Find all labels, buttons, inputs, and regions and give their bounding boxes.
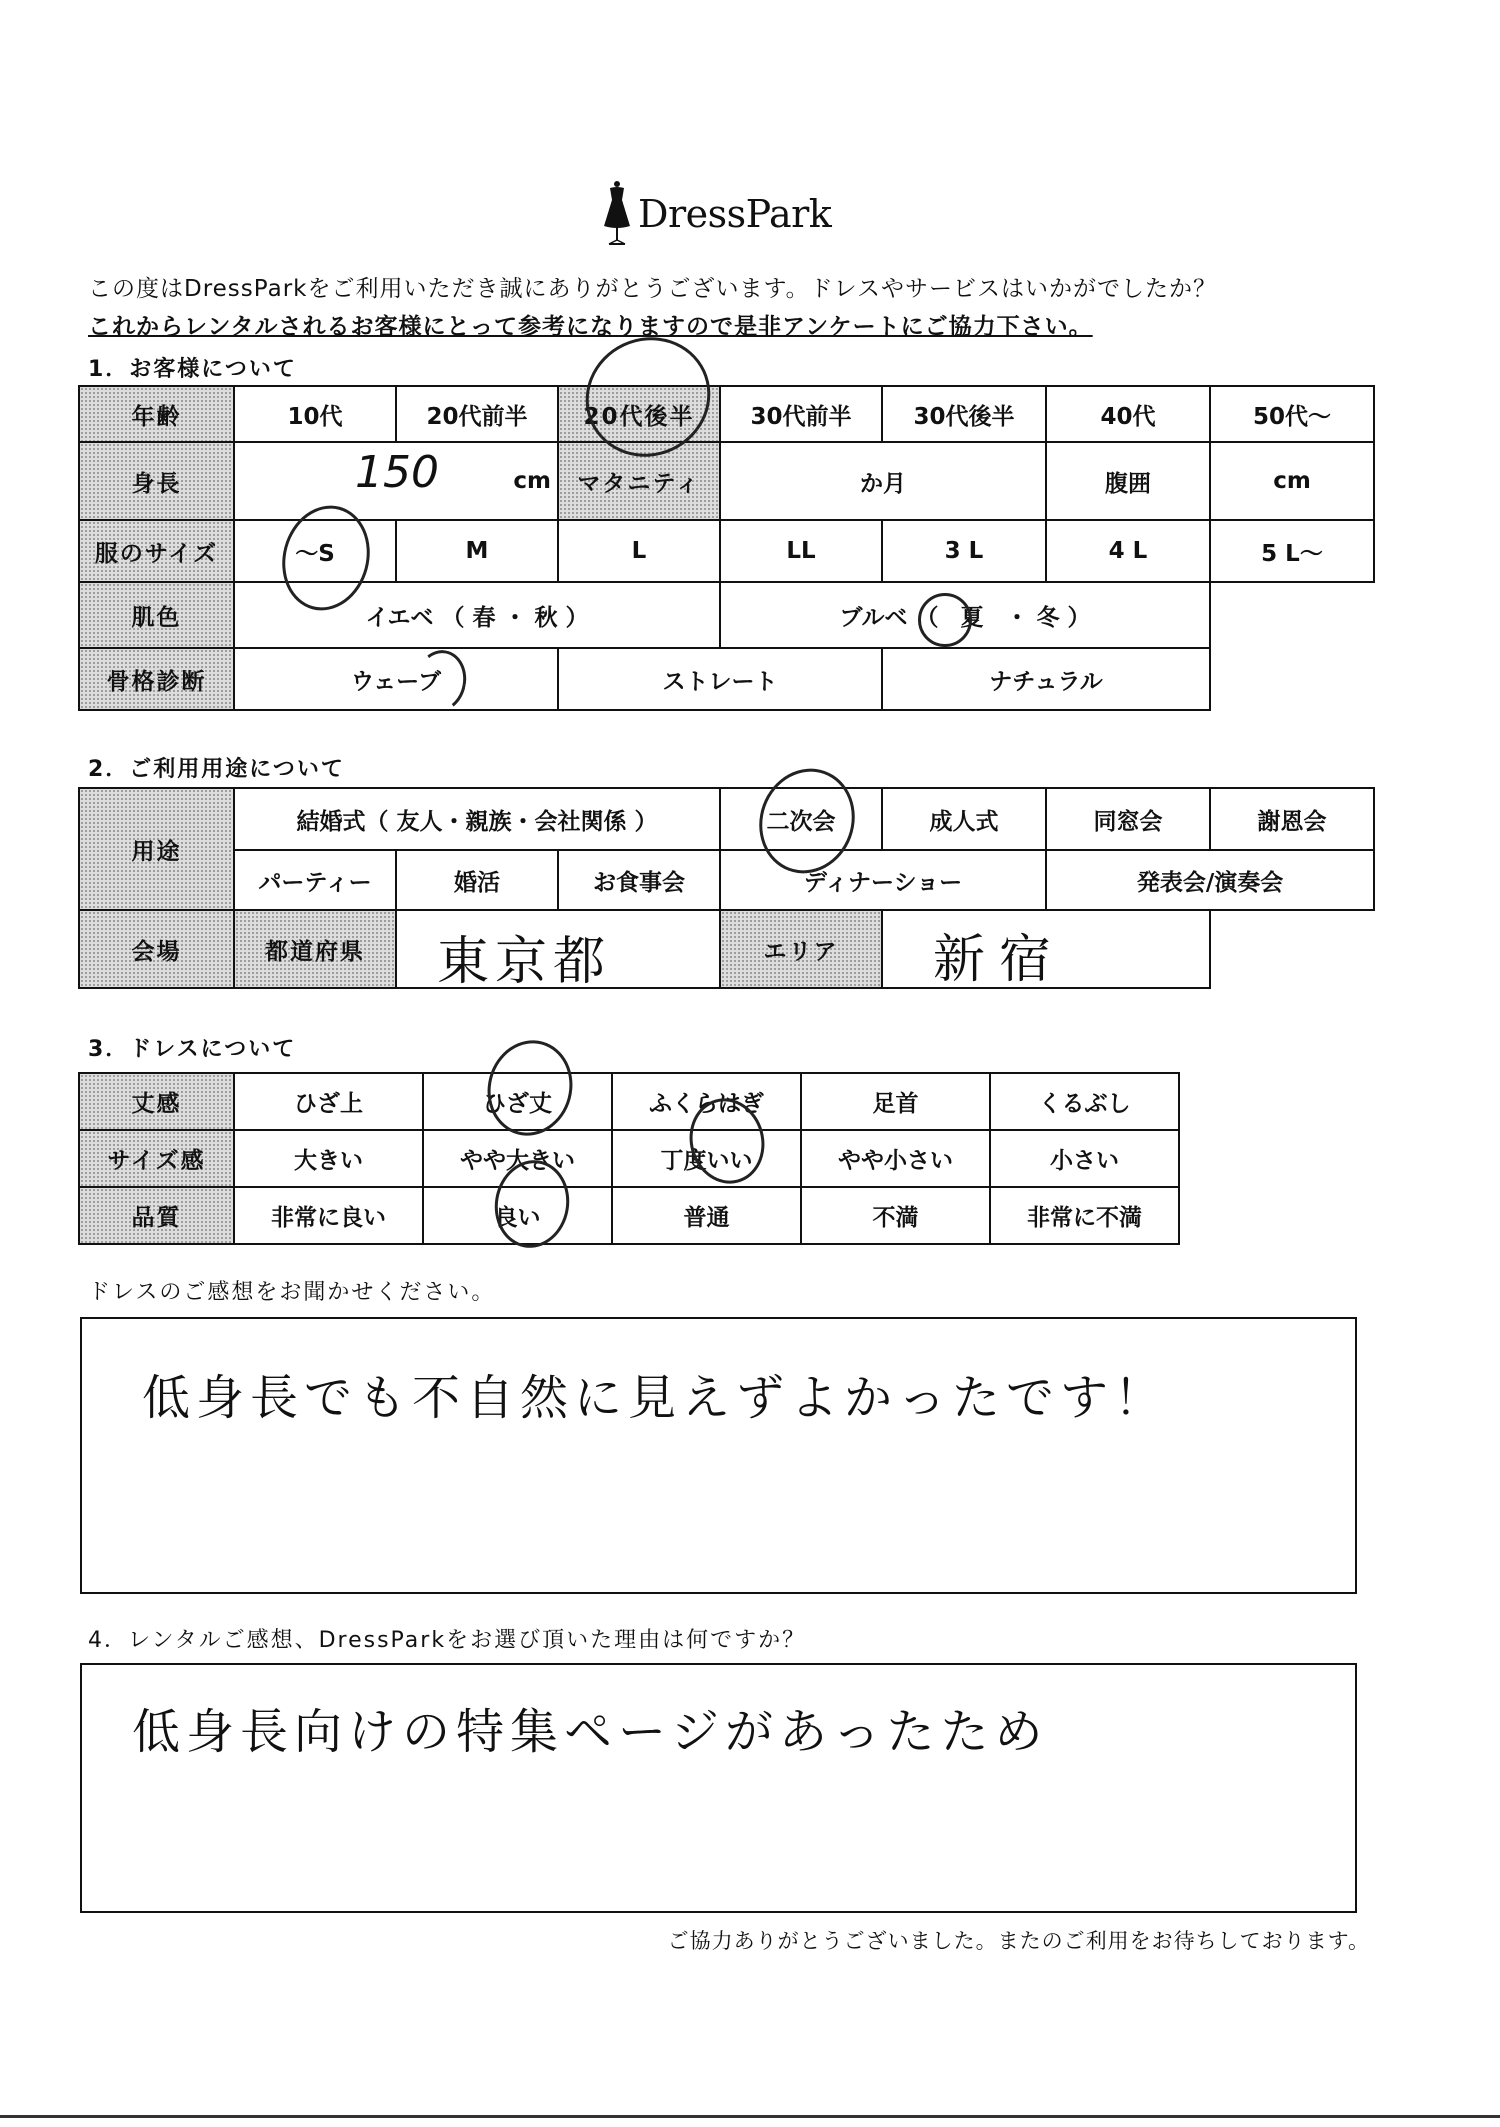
usage-option[interactable]: 謝恩会 bbox=[1210, 788, 1374, 850]
height-unit: cm bbox=[513, 468, 551, 494]
prefecture-field[interactable] bbox=[396, 910, 720, 988]
dress-comment-text: 低身長でも不自然に見えずよかったです！ bbox=[142, 1370, 1169, 1426]
age-option-selected[interactable]: 20代後半 bbox=[558, 386, 720, 442]
dress-form-icon bbox=[600, 180, 634, 246]
rental-comment-box[interactable] bbox=[80, 1663, 1357, 1913]
empty-cell bbox=[1210, 910, 1374, 988]
usage-row-2 bbox=[79, 850, 1374, 910]
usage-table bbox=[78, 787, 1375, 989]
fit-option[interactable]: 小さい bbox=[990, 1130, 1179, 1187]
maternity-label: マタニティ bbox=[558, 442, 720, 520]
skin-yellow-option[interactable]: イエベ （ 春 ・ 秋 ） bbox=[234, 582, 720, 648]
footer-thanks: ご協力ありがとうございました。またのご利用をお待ちしております。 bbox=[667, 1929, 1370, 1953]
quality-option[interactable]: 非常に良い bbox=[234, 1187, 423, 1244]
fit-option[interactable]: 大きい bbox=[234, 1130, 423, 1187]
intro-line-2: これからレンタルされるお客様にとって参考になりますので是非アンケートにご協力下さい。 bbox=[88, 314, 1093, 340]
age-option[interactable]: 30代前半 bbox=[720, 386, 882, 442]
length-option[interactable]: くるぶし bbox=[990, 1073, 1179, 1130]
size-option[interactable]: 3 L bbox=[882, 520, 1046, 582]
length-label: 丈感 bbox=[79, 1073, 234, 1130]
frame-option-selected[interactable]: ウェーブ bbox=[234, 648, 558, 710]
size-option[interactable]: 5 L～ bbox=[1210, 520, 1374, 582]
venue-row bbox=[79, 910, 1374, 988]
length-row bbox=[79, 1073, 1179, 1130]
usage-option[interactable]: お食事会 bbox=[558, 850, 720, 910]
skin-blue-suffix: ・ 冬 ） bbox=[1005, 604, 1091, 631]
area-value: 新宿 bbox=[933, 930, 1066, 988]
area-label: エリア bbox=[720, 910, 882, 988]
height-label: 身長 bbox=[79, 442, 234, 520]
waist-unit[interactable]: cm bbox=[1210, 442, 1374, 520]
skin-blue-prefix: ブルベ （ bbox=[839, 604, 939, 631]
rental-comment-text: 低身長向けの特集ページがあったため bbox=[132, 1704, 1049, 1760]
usage-option[interactable]: 結婚式（ 友人・親族・会社関係 ） bbox=[234, 788, 720, 850]
frame-label: 骨格診断 bbox=[79, 648, 234, 710]
fit-option[interactable]: やや小さい bbox=[801, 1130, 990, 1187]
empty-cell bbox=[1210, 648, 1374, 710]
age-option[interactable]: 50代～ bbox=[1210, 386, 1374, 442]
length-option[interactable]: ふくらはぎ bbox=[612, 1073, 801, 1130]
age-label: 年齢 bbox=[79, 386, 234, 442]
height-cell[interactable] bbox=[234, 442, 558, 520]
age-option[interactable]: 40代 bbox=[1046, 386, 1210, 442]
size-option-selected[interactable]: ～S bbox=[234, 520, 396, 582]
section-4-title: 4．レンタルご感想、DressParkをお選び頂いた理由は何ですか？ bbox=[88, 1628, 807, 1653]
age-option[interactable]: 30代後半 bbox=[882, 386, 1046, 442]
usage-label: 用途 bbox=[79, 788, 234, 910]
age-option[interactable]: 10代 bbox=[234, 386, 396, 442]
fit-row bbox=[79, 1130, 1179, 1187]
intro-line-1: この度はDressParkをご利用いただき誠にありがとうございます。ドレスやサービスはいかがでしたか？ bbox=[88, 276, 1217, 302]
frame-option[interactable]: ストレート bbox=[558, 648, 882, 710]
venue-label: 会場 bbox=[79, 910, 234, 988]
usage-option[interactable]: 同窓会 bbox=[1046, 788, 1210, 850]
usage-option[interactable]: ディナーショー bbox=[720, 850, 1046, 910]
size-label: 服のサイズ bbox=[79, 520, 234, 582]
quality-label: 品質 bbox=[79, 1187, 234, 1244]
skin-label: 肌色 bbox=[79, 582, 234, 648]
length-option[interactable]: ひざ上 bbox=[234, 1073, 423, 1130]
frame-option[interactable]: ナチュラル bbox=[882, 648, 1210, 710]
customer-table bbox=[78, 385, 1375, 711]
skin-row bbox=[79, 582, 1374, 648]
skin-blue-summer: 夏 bbox=[960, 604, 984, 631]
usage-option-selected[interactable]: 二次会 bbox=[720, 788, 882, 850]
length-option[interactable]: 足首 bbox=[801, 1073, 990, 1130]
months-label: か月 bbox=[860, 470, 906, 497]
age-option[interactable]: 20代前半 bbox=[396, 386, 558, 442]
usage-option[interactable]: 成人式 bbox=[882, 788, 1046, 850]
usage-option[interactable]: 婚活 bbox=[396, 850, 558, 910]
fit-option-selected[interactable]: 丁度いい bbox=[612, 1130, 801, 1187]
usage-row-1 bbox=[79, 788, 1374, 850]
area-field[interactable] bbox=[882, 910, 1210, 988]
dress-comment-prompt: ドレスのご感想をお聞かせください。 bbox=[88, 1280, 496, 1305]
quality-option-selected[interactable]: 良い bbox=[423, 1187, 612, 1244]
size-option[interactable]: 4 L bbox=[1046, 520, 1210, 582]
height-value: 150 bbox=[355, 447, 439, 498]
section-3-title: 3．ドレスについて bbox=[88, 1037, 297, 1062]
logo-text: DressPark bbox=[638, 192, 832, 236]
quality-option[interactable]: 普通 bbox=[612, 1187, 801, 1244]
waist-label: 腹囲 bbox=[1046, 442, 1210, 520]
usage-option[interactable]: 発表会/演奏会 bbox=[1046, 850, 1374, 910]
fit-option[interactable]: やや大きい bbox=[423, 1130, 612, 1187]
size-option[interactable]: LL bbox=[720, 520, 882, 582]
fit-label: サイズ感 bbox=[79, 1130, 234, 1187]
scan-edge-line bbox=[0, 2115, 1500, 2118]
height-row bbox=[79, 442, 1374, 520]
prefecture-label: 都道府県 bbox=[234, 910, 396, 988]
dress-comment-box[interactable] bbox=[80, 1317, 1357, 1594]
quality-option[interactable]: 非常に不満 bbox=[990, 1187, 1179, 1244]
empty-cell bbox=[1210, 582, 1374, 648]
quality-option[interactable]: 不満 bbox=[801, 1187, 990, 1244]
size-option[interactable]: L bbox=[558, 520, 720, 582]
length-option-selected[interactable]: ひざ丈 bbox=[423, 1073, 612, 1130]
section-1-title: 1．お客様について bbox=[88, 357, 297, 382]
section-2-title: 2．ご利用用途について bbox=[88, 757, 345, 782]
size-row bbox=[79, 520, 1374, 582]
selection-mark bbox=[918, 593, 972, 647]
usage-option[interactable]: パーティー bbox=[234, 850, 396, 910]
dress-table bbox=[78, 1072, 1180, 1245]
quality-row bbox=[79, 1187, 1179, 1244]
age-row bbox=[79, 386, 1374, 442]
months-cell[interactable] bbox=[720, 442, 1046, 520]
prefecture-value: 東京都 bbox=[437, 932, 612, 988]
frame-row bbox=[79, 648, 1374, 710]
size-option[interactable]: M bbox=[396, 520, 558, 582]
dresspark-logo bbox=[600, 180, 860, 250]
